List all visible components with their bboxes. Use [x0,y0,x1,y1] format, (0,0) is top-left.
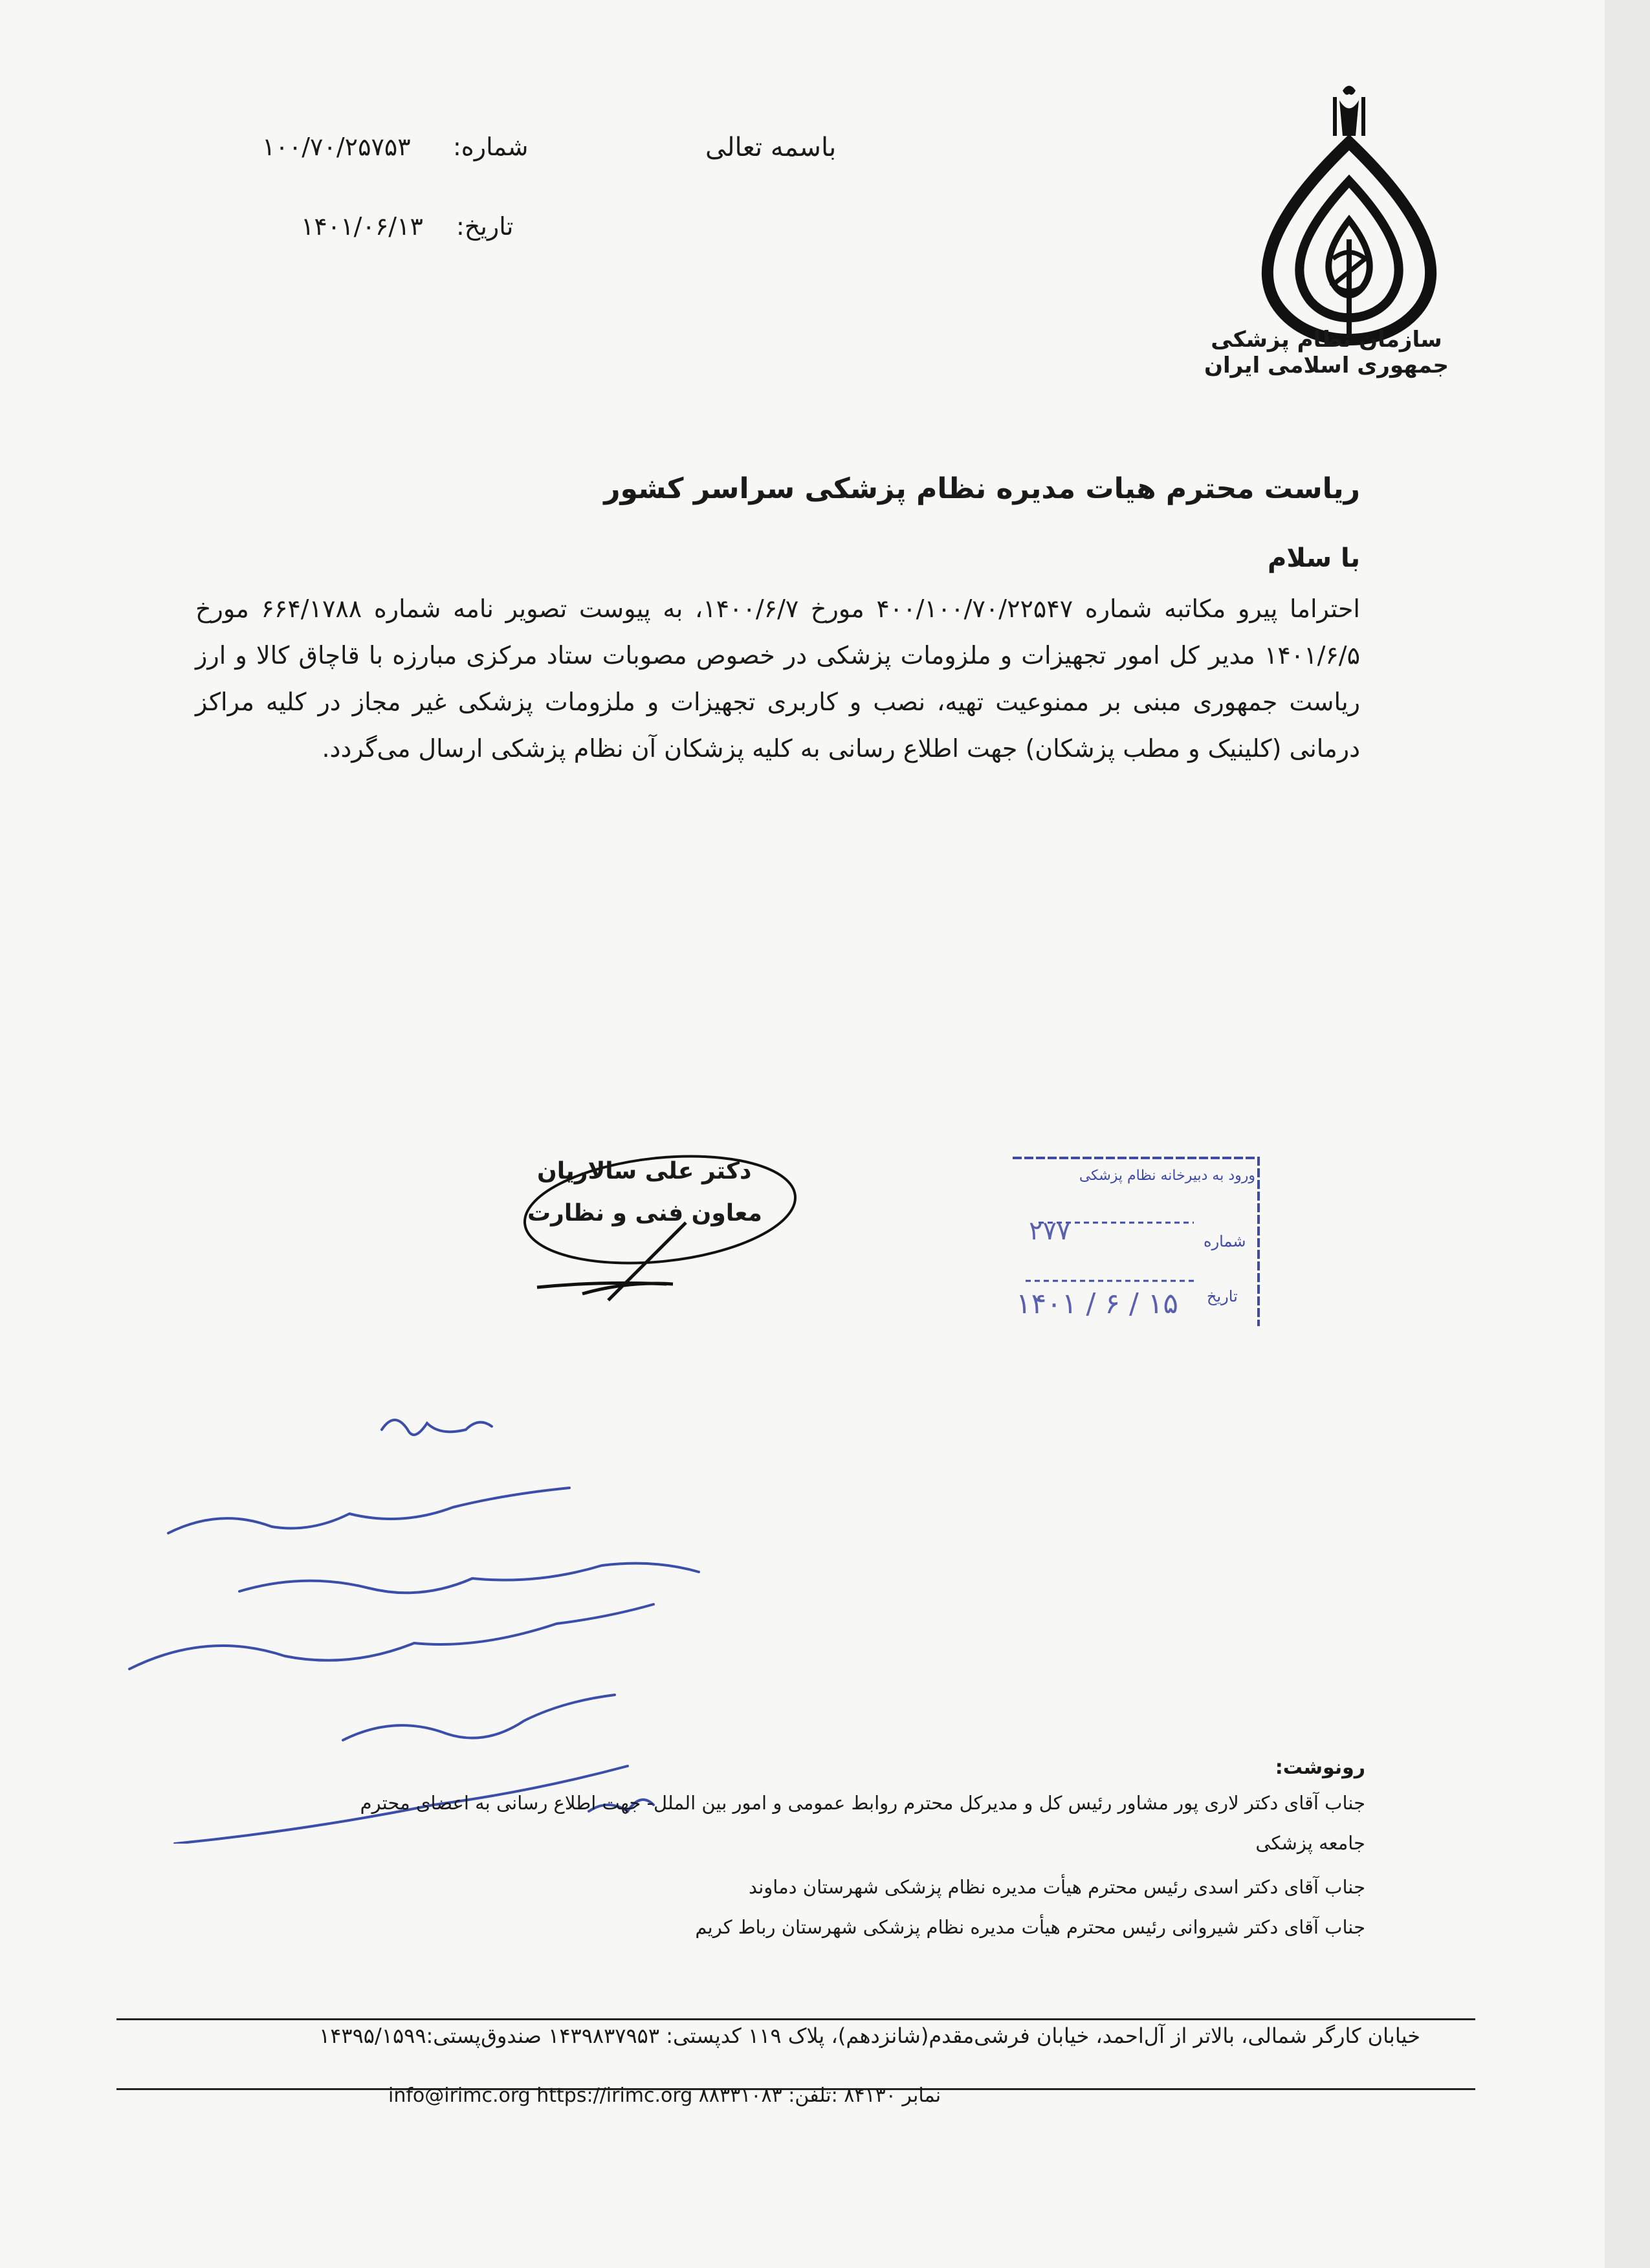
signatory-title: معاون فنی و نظارت [527,1200,762,1227]
number-label: شماره: [453,133,529,161]
logo-caption: سازمان نظام پزشکی جمهوری اسلامی ایران [1204,327,1449,378]
page-edge-shadow [1605,0,1650,2268]
letter-number: ۱۰۰/۷۰/۲۵۷۵۳ [262,133,411,161]
cc-line: جناب آقای دکتر لاری پور مشاور رئیس کل و مدیرکل محترم روابط عمومی و امور بین الملل- جهت اطلاع رسانی به اعضای محترم [360,1792,1365,1814]
cc-title: رونوشت: [1275,1756,1365,1779]
footer-rule-top [116,2018,1475,2020]
stamp-number: ۲۷۷ [1029,1216,1071,1246]
cc-line: جناب آقای دکتر شیروانی رئیس محترم هیأت مدیره نظام پزشکی شهرستان رباط کریم [695,1916,1365,1938]
letter-body: احتراما پیرو مکاتبه شماره ۴۰۰/۱۰۰/۷۰/۲۲۵۴۷ مورخ ۱۴۰۰/۶/۷، به پیوست تصویر نامه شماره ۶۶۴/۱۷۸۸ مورخ ۱۴۰۱/۶/۵ مدیر کل امور تجهیزات و ملزومات پزشکی در خصوص مصوبات ستاد مرکزی مبارزه با قاچاق کالا و ارز ریاست جمهوری مبنی بر ممنوعیت تهیه، نصب و کاربری تجهیزات و ملزومات پزشکی غیر مجاز در کلیه مراکز درمانی (کلینیک و مطب پزشکان) جهت اطلاع رسانی به کلیه پزشکان آن نظام پزشکی ارسال می‌گردد. [195,594,1360,763]
footer-address: خیابان کارگر شمالی، بالاتر از آل‌احمد، خیابان فرشی‌مقدم(شانزدهم)، پلاک ۱۱۹ کدپستی: ۱۴۳۹۸۳۷۹۵۳ صندوق‌پستی:۱۴۳۹۵/۱۵۹۹ [319,2023,1420,2048]
letter-date: ۱۴۰۱/۰۶/۱۳ [301,212,423,241]
stamp-number-label: شماره [1204,1232,1246,1250]
greeting: با سلام [1268,543,1360,573]
signatory-name: دکتر علی سالاریان [537,1158,752,1184]
stamp-date-label: تاریخ [1207,1287,1238,1305]
stamp-date: ۱۴۰۱ / ۶ / ۱۵ [1016,1287,1179,1320]
footer-contact: info@irimc.org https://irimc.org ۸۸۳۳۱۰۸۳ :نمابر ۸۴۱۳۰ :تلفن [388,2084,941,2107]
cc-line: جناب آقای دکتر اسدی رئیس محترم هیأت مدیره نظام پزشکی شهرستان دماوند [748,1876,1365,1898]
date-label: تاریخ: [456,212,514,241]
bismillah-heading: باسمه تعالی [705,133,837,162]
cc-line: جامعه پزشکی [1255,1832,1365,1854]
stamp-title: ورود به دبیرخانه نظام پزشکی [1079,1168,1255,1184]
recipient-line: ریاست محترم هیات مدیره نظام پزشکی سراسر کشور [604,472,1360,505]
handwritten-note [110,1391,757,1844]
